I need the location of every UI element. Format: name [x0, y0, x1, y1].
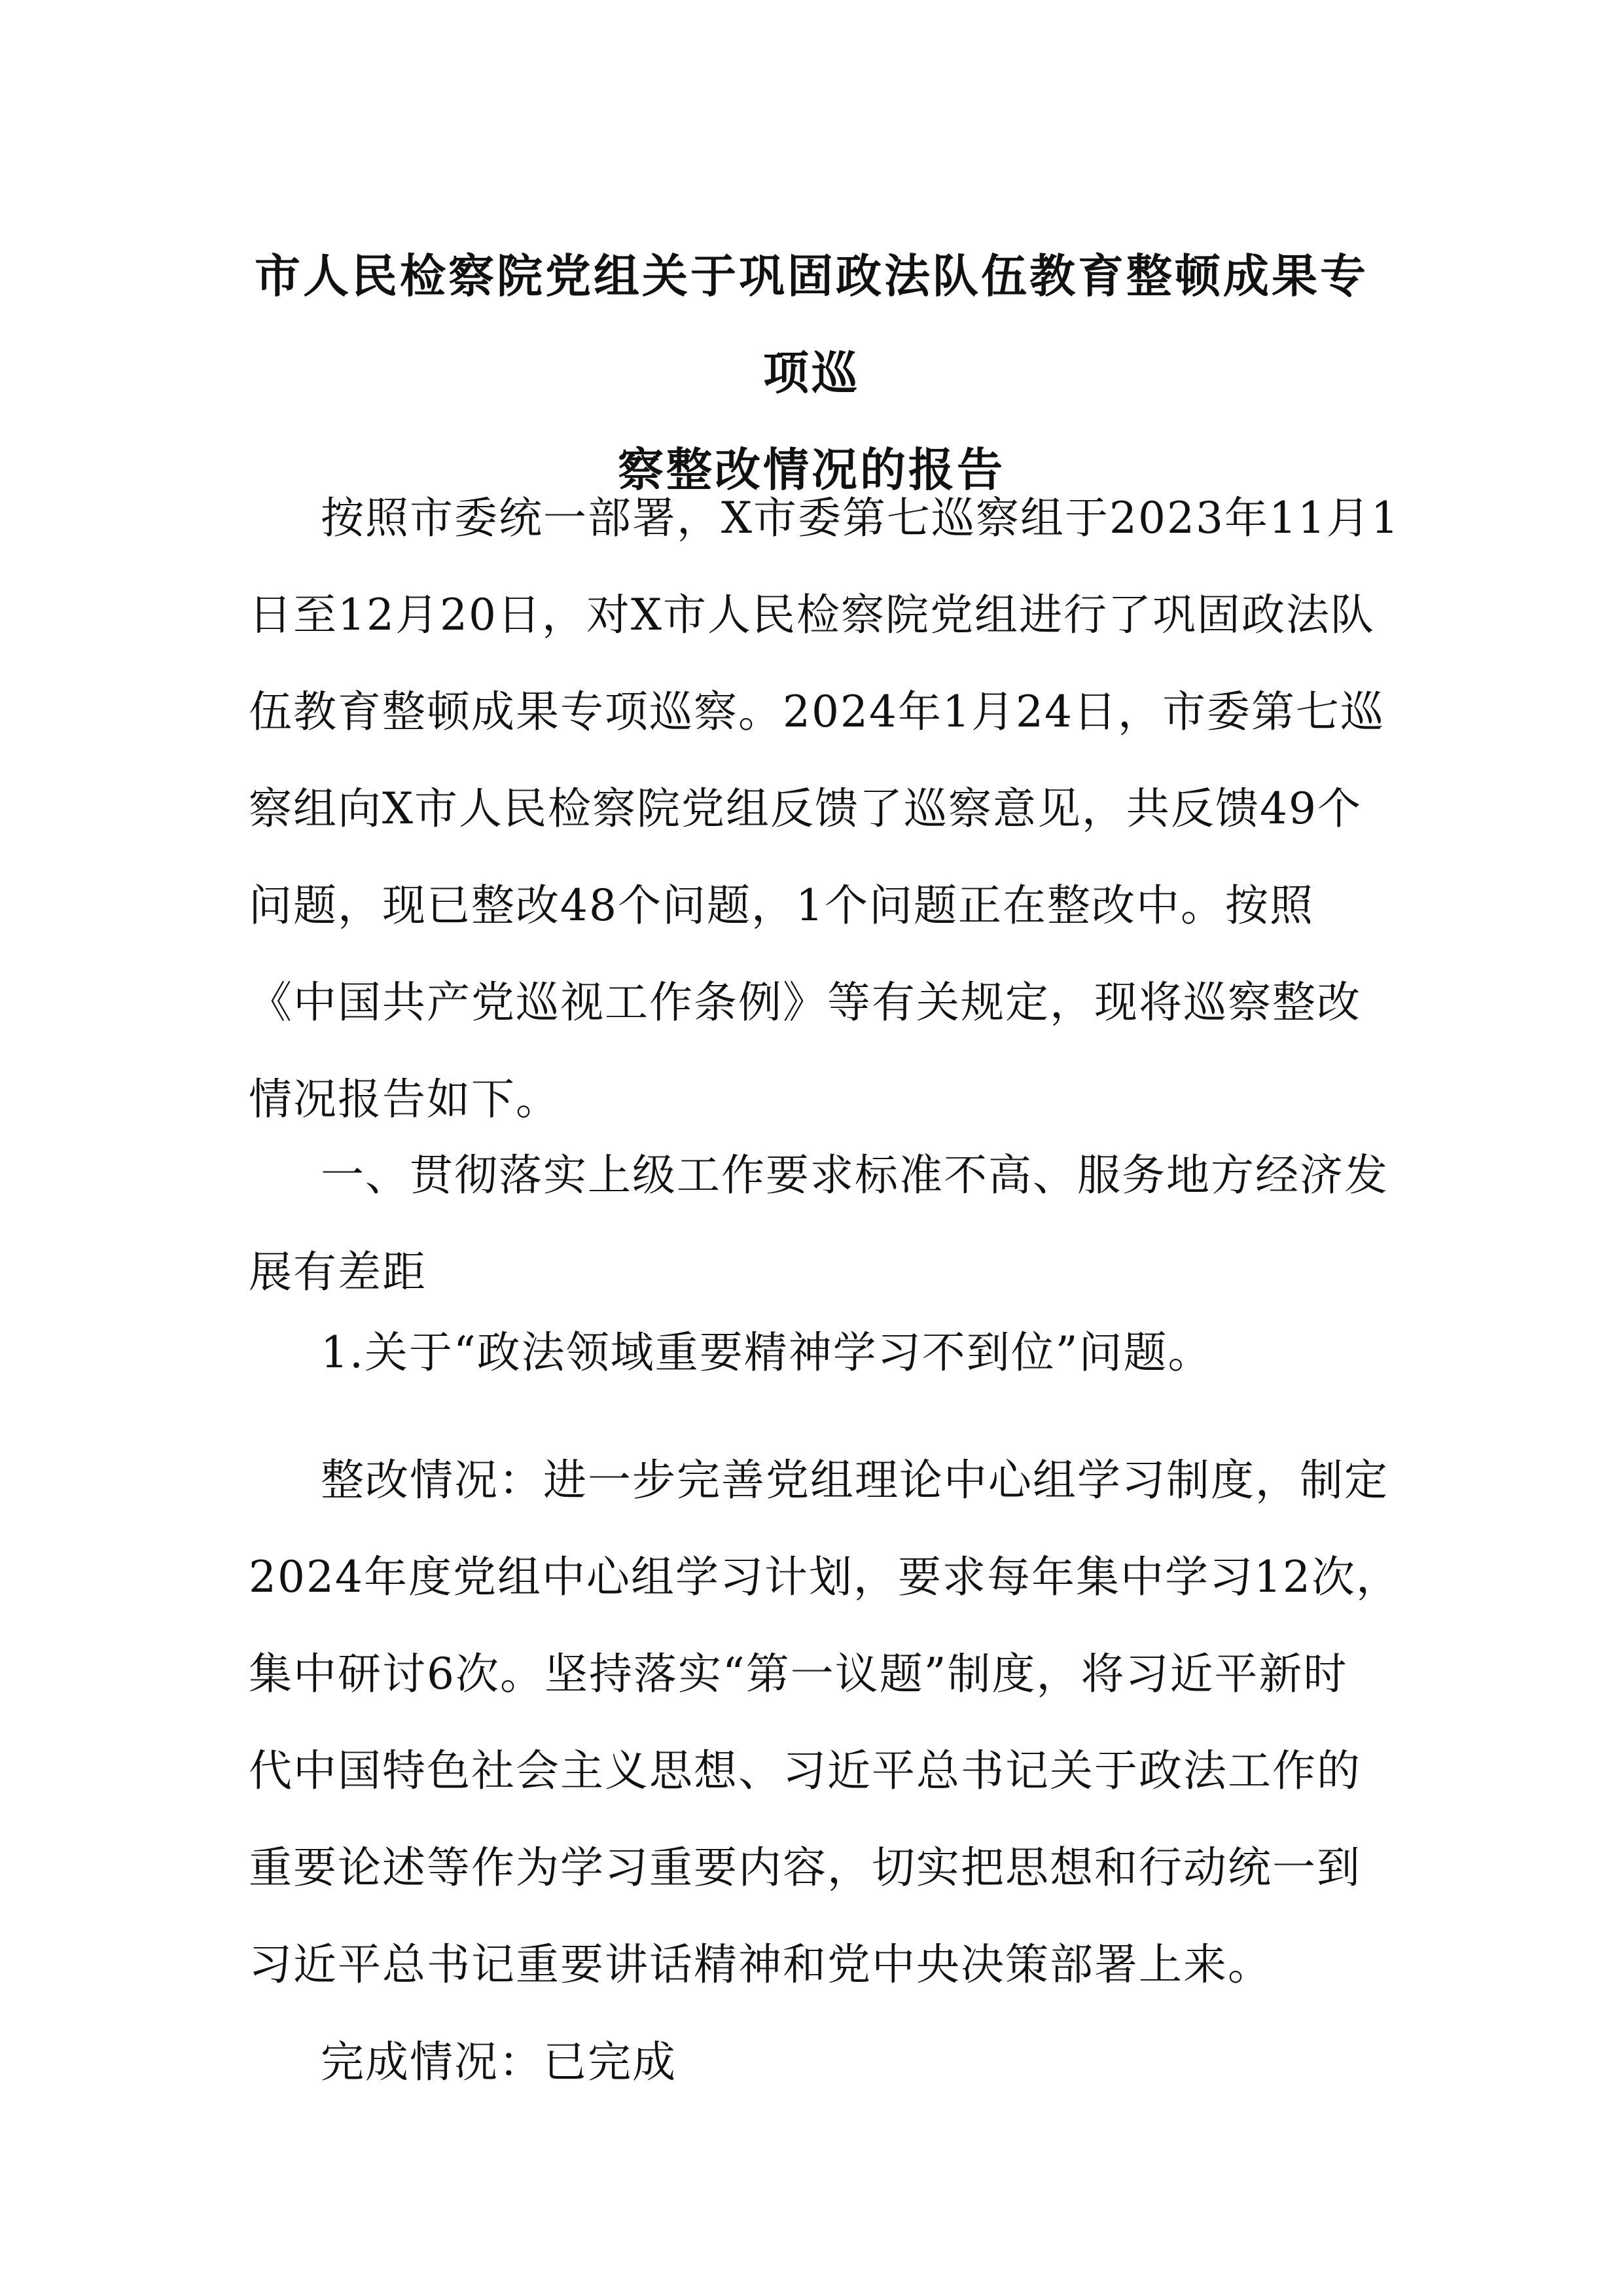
- paragraph-line: 察组向X市人民检察院党组反馈了巡察意见，共反馈49个: [249, 783, 1362, 834]
- intro-paragraph: [249, 470, 1400, 1148]
- title-line: 察整改情况的报告: [618, 442, 1005, 497]
- paragraph-line: 习近平总书记重要讲话精神和党中央决策部署上来。: [249, 1939, 1272, 1990]
- completion-text: 完成情况：已完成: [321, 2037, 677, 2087]
- paragraph-line: 集中研讨6次。坚持落实“第一议题”制度，将习近平新时: [249, 1649, 1348, 1699]
- paragraph-line: 按照市委统一部署，X市委第七巡察组于2023年11月1: [321, 493, 1400, 543]
- paragraph-line: 重要论述等作为学习重要内容，切实把思想和行动统一到: [249, 1842, 1361, 1893]
- paragraph-line: 代中国特色社会主义思想、习近平总书记关于政法工作的: [249, 1746, 1361, 1796]
- completion-status: [249, 2014, 1374, 2111]
- paragraph-line: 《中国共产党巡视工作条例》等有关规定，现将巡察整改: [249, 977, 1361, 1028]
- paragraph-line: 2024年度党组中心组学习计划，要求每年集中学习12次，: [249, 1552, 1400, 1602]
- item-heading: [249, 1304, 1374, 1401]
- paragraph-line: 情况报告如下。: [249, 1074, 560, 1124]
- heading-line: 展有差距: [249, 1247, 427, 1297]
- section-heading: [249, 1127, 1389, 1321]
- paragraph-line: 整改情况：进一步完善党组理论中心组学习制度，制定: [321, 1455, 1389, 1505]
- paragraph-line: 伍教育整顿成果专项巡察。2024年1月24日，市委第七巡: [249, 687, 1385, 737]
- item-heading-text: 1.关于“政法领域重要精神学习不到位”问题。: [321, 1327, 1213, 1378]
- paragraph-line: 问题，现已整改48个问题，1个问题正在整改中。按照: [249, 880, 1314, 931]
- title-line: 市人民检察院党组关于巩固政法队伍教育整顿成果专项巡: [255, 249, 1368, 400]
- heading-line: 一、贯彻落实上级工作要求标准不高、服务地方经济发: [321, 1150, 1389, 1200]
- paragraph-line: 日至12月20日，对X市人民检察院党组进行了巩固政法队: [249, 590, 1375, 640]
- rectification-paragraph: [249, 1432, 1400, 2013]
